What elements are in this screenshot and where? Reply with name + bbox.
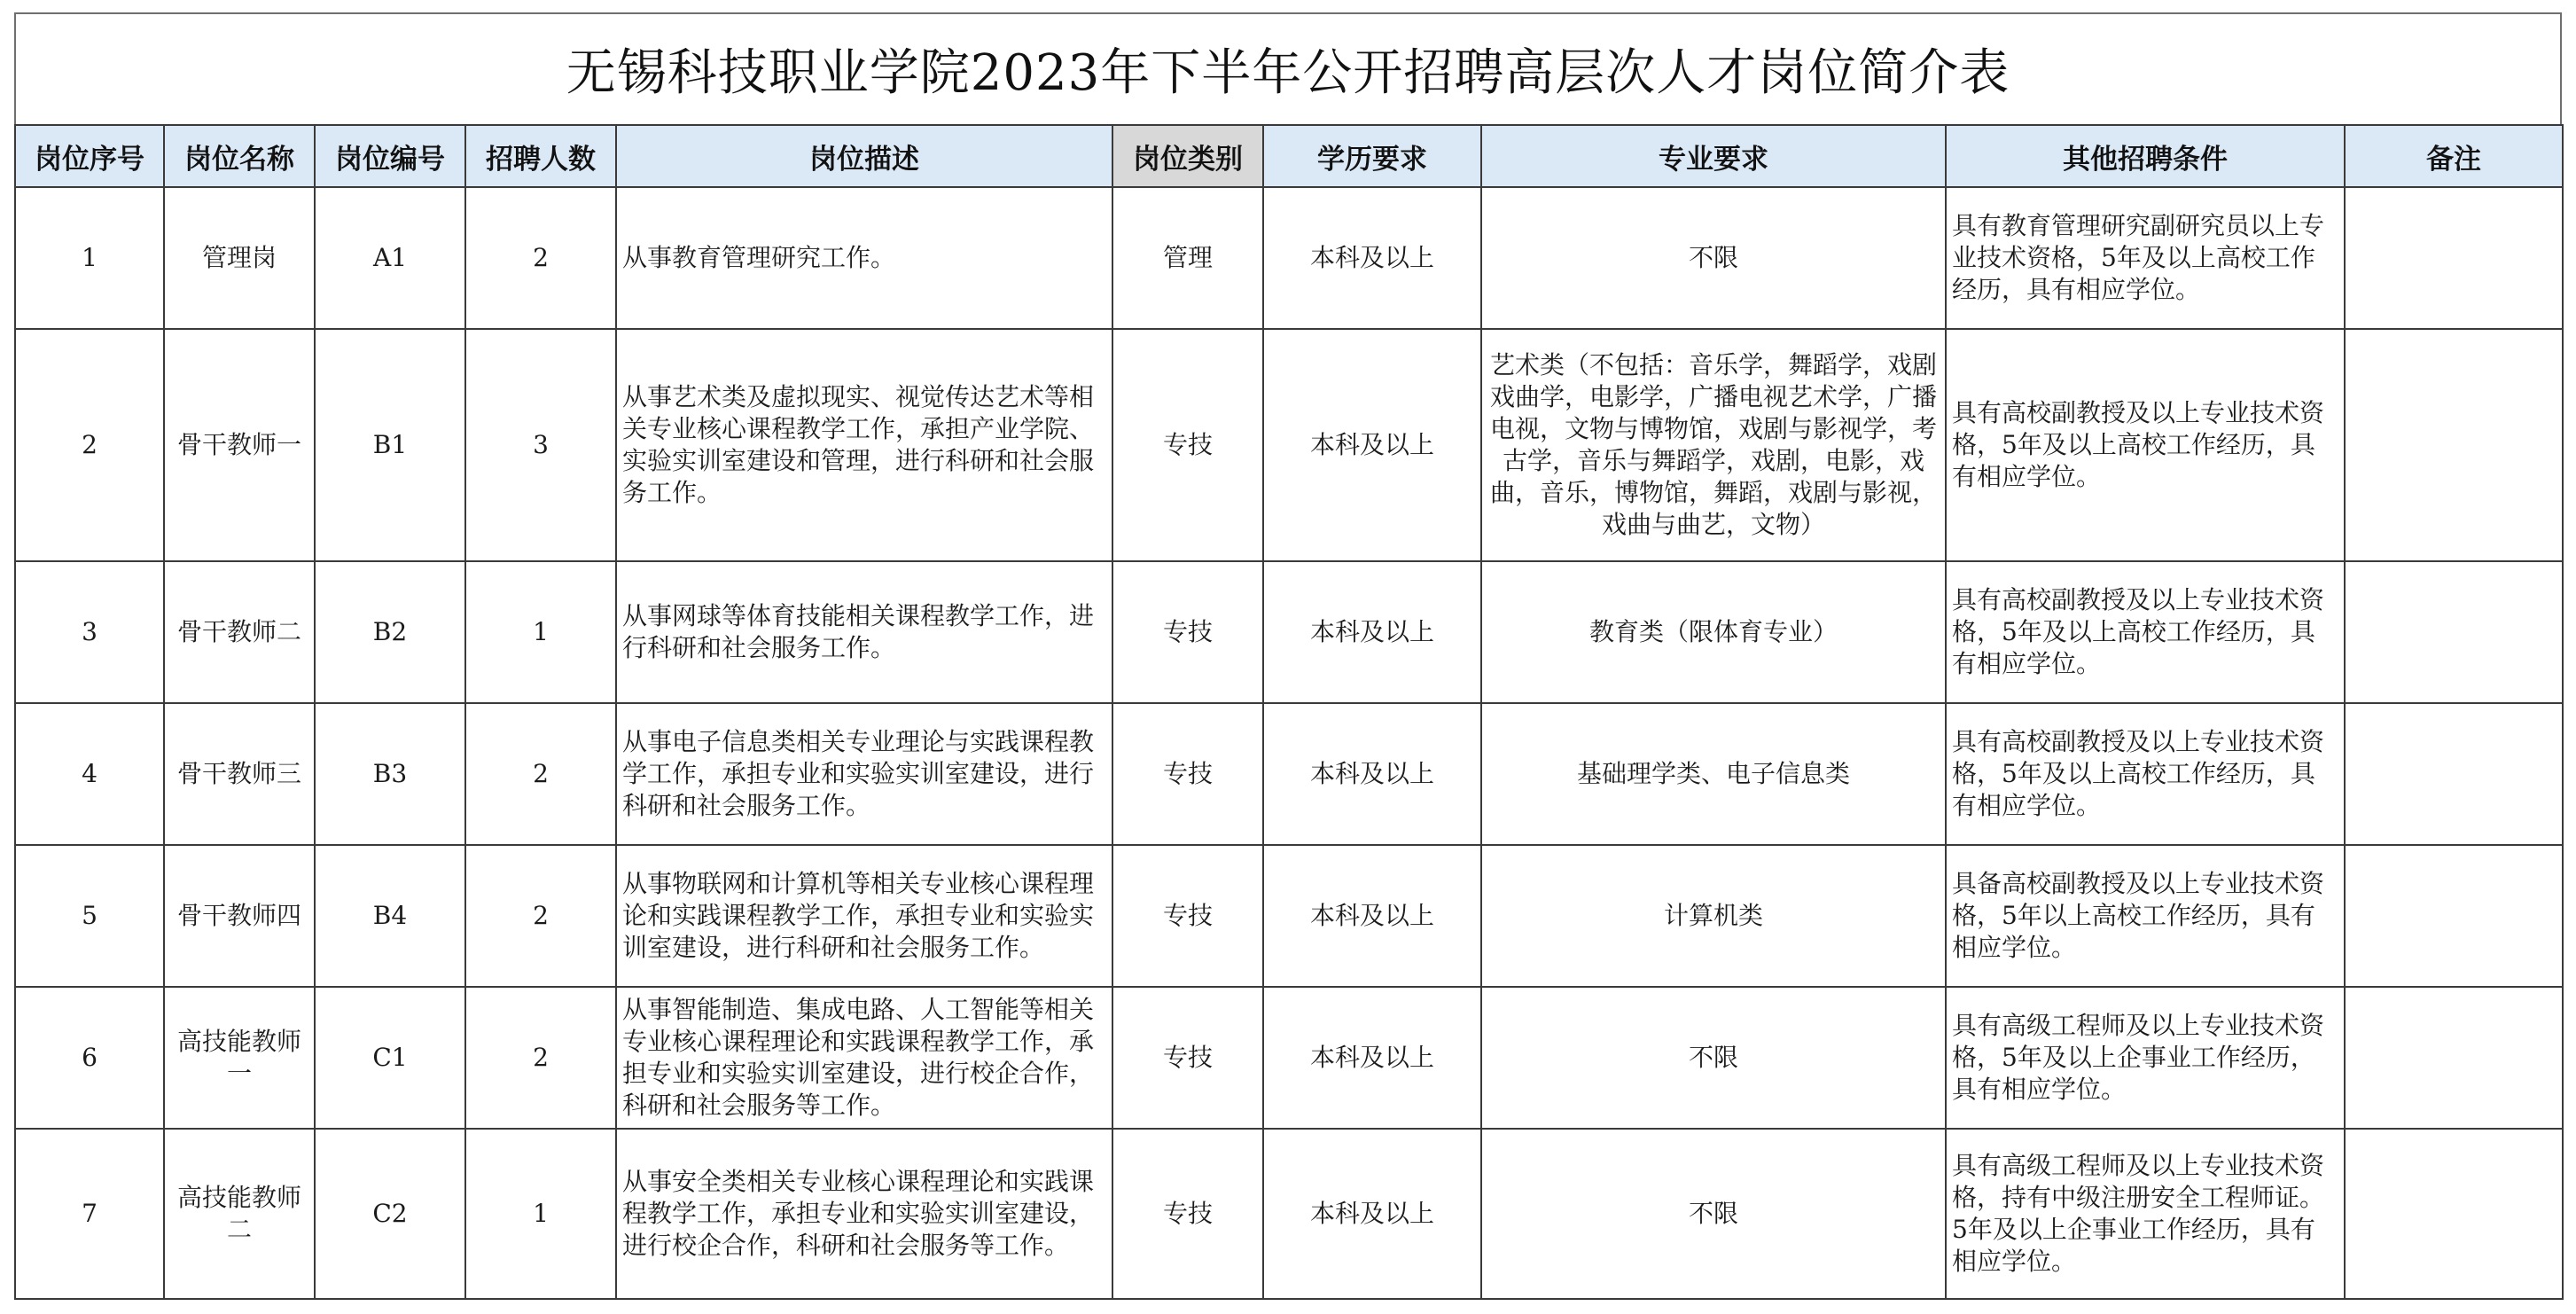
cell-desc: 从事安全类相关专业核心课程理论和实践课程教学工作，承担专业和实验实训室建设，进行校企合作，科研和社会服务等工作。: [616, 1129, 1112, 1299]
cell-code: C1: [315, 987, 465, 1129]
cell-note: [2345, 187, 2563, 329]
cell-category: 专技: [1112, 703, 1263, 845]
cell-other: 具有高级工程师及以上专业技术资格，持有中级注册安全工程师证。5年及以上企事业工作经历，具有相应学位。: [1946, 1129, 2345, 1299]
cell-major: 计算机类: [1481, 845, 1946, 987]
cell-code: B3: [315, 703, 465, 845]
cell-major: 不限: [1481, 987, 1946, 1129]
cell-category: 专技: [1112, 845, 1263, 987]
cell-edu: 本科及以上: [1263, 1129, 1481, 1299]
positions-table: [14, 124, 2564, 1300]
cell-count: 2: [465, 845, 616, 987]
cell-major: 基础理学类、电子信息类: [1481, 703, 1946, 845]
header-name: 岗位名称: [164, 125, 315, 187]
cell-desc: 从事电子信息类相关专业理论与实践课程教学工作，承担专业和实验实训室建设，进行科研和社会服务工作。: [616, 703, 1112, 845]
cell-major: 教育类（限体育专业）: [1481, 561, 1946, 703]
cell-name: 骨干教师二: [164, 561, 315, 703]
cell-major: 不限: [1481, 1129, 1946, 1299]
cell-category: 专技: [1112, 1129, 1263, 1299]
cell-name: 骨干教师三: [164, 703, 315, 845]
cell-count: 1: [465, 1129, 616, 1299]
cell-edu: 本科及以上: [1263, 329, 1481, 561]
table-row: [15, 1129, 2563, 1299]
job-table-sheet: [14, 12, 2562, 1300]
cell-seq: 1: [15, 187, 164, 329]
cell-name: 骨干教师四: [164, 845, 315, 987]
cell-other: 具备高校副教授及以上专业技术资格，5年以上高校工作经历，具有相应学位。: [1946, 845, 2345, 987]
table-row: [15, 845, 2563, 987]
cell-other: 具有高校副教授及以上专业技术资格，5年及以上高校工作经历，具有相应学位。: [1946, 561, 2345, 703]
header-code: 岗位编号: [315, 125, 465, 187]
cell-category: 专技: [1112, 329, 1263, 561]
cell-name: 骨干教师一: [164, 329, 315, 561]
cell-other: 具有教育管理研究副研究员以上专业技术资格，5年及以上高校工作经历，具有相应学位。: [1946, 187, 2345, 329]
header-major: 专业要求: [1481, 125, 1946, 187]
cell-other: 具有高校副教授及以上专业技术资格，5年及以上高校工作经历，具有相应学位。: [1946, 703, 2345, 845]
header-other: 其他招聘条件: [1946, 125, 2345, 187]
cell-category: 专技: [1112, 987, 1263, 1129]
cell-note: [2345, 845, 2563, 987]
header-desc: 岗位描述: [616, 125, 1112, 187]
cell-code: A1: [315, 187, 465, 329]
cell-seq: 6: [15, 987, 164, 1129]
cell-edu: 本科及以上: [1263, 561, 1481, 703]
cell-note: [2345, 1129, 2563, 1299]
cell-desc: 从事网球等体育技能相关课程教学工作，进行科研和社会服务工作。: [616, 561, 1112, 703]
cell-desc: 从事艺术类及虚拟现实、视觉传达艺术等相关专业核心课程教学工作，承担产业学院、实验实训室建设和管理，进行科研和社会服务工作。: [616, 329, 1112, 561]
cell-note: [2345, 329, 2563, 561]
cell-major: 不限: [1481, 187, 1946, 329]
table-title: 无锡科技职业学院2023年下半年公开招聘高层次人才岗位简介表: [14, 12, 2562, 124]
header-edu: 学历要求: [1263, 125, 1481, 187]
cell-other: 具有高校副教授及以上专业技术资格，5年及以上高校工作经历，具有相应学位。: [1946, 329, 2345, 561]
cell-count: 2: [465, 187, 616, 329]
cell-seq: 2: [15, 329, 164, 561]
cell-major: 艺术类（不包括：音乐学，舞蹈学，戏剧戏曲学，电影学，广播电视艺术学，广播电视，文物与博物馆，戏剧与影视学，考古学，音乐与舞蹈学，戏剧，电影，戏曲，音乐，博物馆，舞蹈，戏剧与影视，戏曲与曲艺，文物）: [1481, 329, 1946, 561]
cell-note: [2345, 987, 2563, 1129]
cell-count: 2: [465, 703, 616, 845]
table-row: [15, 987, 2563, 1129]
cell-code: B1: [315, 329, 465, 561]
cell-desc: 从事物联网和计算机等相关专业核心课程理论和实践课程教学工作，承担专业和实验实训室建设，进行科研和社会服务工作。: [616, 845, 1112, 987]
cell-name: 高技能教师一: [164, 987, 315, 1129]
cell-note: [2345, 561, 2563, 703]
header-category: 岗位类别: [1112, 125, 1263, 187]
cell-code: C2: [315, 1129, 465, 1299]
header-note: 备注: [2345, 125, 2563, 187]
header-row: [15, 125, 2563, 187]
cell-category: 专技: [1112, 561, 1263, 703]
table-row: [15, 703, 2563, 845]
cell-seq: 3: [15, 561, 164, 703]
table-row: [15, 561, 2563, 703]
cell-other: 具有高级工程师及以上专业技术资格，5年及以上企事业工作经历，具有相应学位。: [1946, 987, 2345, 1129]
cell-edu: 本科及以上: [1263, 845, 1481, 987]
cell-edu: 本科及以上: [1263, 987, 1481, 1129]
cell-count: 2: [465, 987, 616, 1129]
header-count: 招聘人数: [465, 125, 616, 187]
cell-edu: 本科及以上: [1263, 703, 1481, 845]
cell-desc: 从事智能制造、集成电路、人工智能等相关专业核心课程理论和实践课程教学工作，承担专业和实验实训室建设，进行校企合作，科研和社会服务等工作。: [616, 987, 1112, 1129]
cell-seq: 7: [15, 1129, 164, 1299]
cell-code: B2: [315, 561, 465, 703]
cell-code: B4: [315, 845, 465, 987]
cell-seq: 5: [15, 845, 164, 987]
cell-note: [2345, 703, 2563, 845]
table-row: [15, 329, 2563, 561]
cell-seq: 4: [15, 703, 164, 845]
cell-edu: 本科及以上: [1263, 187, 1481, 329]
header-seq: 岗位序号: [15, 125, 164, 187]
table-row: [15, 187, 2563, 329]
cell-count: 1: [465, 561, 616, 703]
cell-name: 管理岗: [164, 187, 315, 329]
cell-name: 高技能教师二: [164, 1129, 315, 1299]
cell-category: 管理: [1112, 187, 1263, 329]
cell-desc: 从事教育管理研究工作。: [616, 187, 1112, 329]
cell-count: 3: [465, 329, 616, 561]
